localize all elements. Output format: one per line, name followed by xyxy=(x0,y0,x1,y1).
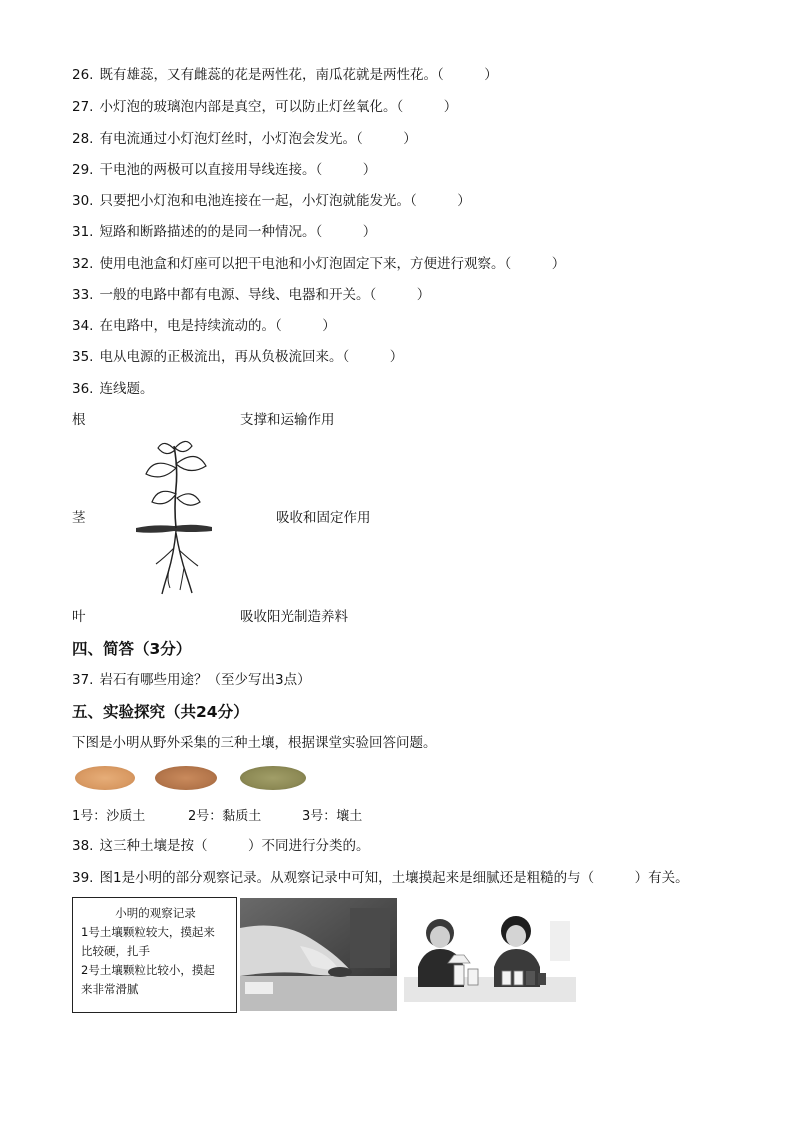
match-left-root: 根 xyxy=(72,412,86,428)
question-text: 干电池的两极可以直接用导线连接。（ ） xyxy=(99,162,377,178)
question-number: 28. xyxy=(72,131,94,147)
soil-label-2: 2号：黏质土 xyxy=(188,809,262,824)
plant-leaf xyxy=(175,441,192,451)
soil-label-1: 1号：沙质土 xyxy=(72,809,146,824)
record-line: 2号土壤颗粒比较小，摸起 xyxy=(81,963,215,977)
question-number: 35. xyxy=(72,349,94,365)
question-text: 一般的电路中都有电源、导线、电器和开关。（ ） xyxy=(99,287,431,303)
question-39 xyxy=(72,869,689,887)
question-text: 连线题。 xyxy=(99,381,154,397)
question-text: 图1是小明的部分观察记录。从观察记录中可知，土壤摸起来是细腻还是粗糙的与（ ）有关。 xyxy=(99,870,689,886)
question-text: 既有雄蕊，又有雌蕊的花是两性花，南瓜花就是两性花。（ ） xyxy=(99,67,498,83)
question-number: 29. xyxy=(72,162,94,178)
question-32 xyxy=(72,255,565,273)
question-number: 30. xyxy=(72,193,94,209)
soil-sample-1 xyxy=(75,766,135,790)
question-text: 有电流通过小灯泡灯丝时，小灯泡会发光。（ ） xyxy=(99,131,417,147)
question-text: 只要把小灯泡和电池连接在一起，小灯泡就能发光。（ ） xyxy=(99,193,471,209)
plant-leaf xyxy=(146,463,176,477)
match-right-support: 支撑和运输作用 xyxy=(240,412,335,428)
match-right-photosynthesis: 吸收阳光制造养料 xyxy=(240,609,348,625)
plant-leaf xyxy=(177,494,200,505)
record-line: 1号土壤颗粒较大，摸起来 xyxy=(81,925,215,939)
plant-leaf xyxy=(152,491,176,503)
question-number: 32. xyxy=(72,256,94,272)
question-text: 小灯泡的玻璃泡内部是真空，可以防止灯丝氧化。（ ） xyxy=(99,99,458,115)
question-number: 37. xyxy=(72,672,94,688)
match-right-absorb: 吸收和固定作用 xyxy=(276,510,371,526)
question-35 xyxy=(72,348,403,366)
section-5-intro: 下图是小明从野外采集的三种土壤，根据课堂实验回答问题。 xyxy=(72,735,437,751)
question-number: 38. xyxy=(72,838,94,854)
children-experiment-photo xyxy=(404,907,576,1002)
record-title: 小明的观察记录 xyxy=(115,906,196,920)
question-text: 在电路中，电是持续流动的。（ ） xyxy=(99,318,336,334)
question-30 xyxy=(72,192,471,210)
plant-leaf xyxy=(176,456,206,470)
record-line: 来非常滑腻 xyxy=(81,982,139,996)
question-27 xyxy=(72,98,457,116)
hand-touching-soil-photo xyxy=(240,898,397,1011)
question-28 xyxy=(72,130,417,148)
question-text: 岩石有哪些用途？（至少写出3点） xyxy=(99,672,311,688)
question-text: 这三种土壤是按（ ）不同进行分类的。 xyxy=(99,838,370,854)
soil-sample-3 xyxy=(240,766,306,790)
soil-labels xyxy=(72,808,362,826)
question-29 xyxy=(72,161,376,179)
soil-label-3: 3号：壤土 xyxy=(302,809,363,824)
question-text: 电从电源的正极流出，再从负极流回来。（ ） xyxy=(99,349,404,365)
question-number: 31. xyxy=(72,224,94,240)
plant-leaf xyxy=(158,443,175,453)
question-number: 33. xyxy=(72,287,94,303)
plant-root xyxy=(176,533,192,593)
match-left-leaf: 叶 xyxy=(72,609,86,625)
soil-sample-2 xyxy=(155,766,217,790)
record-line: 比较硬，扎手 xyxy=(81,944,150,958)
question-34 xyxy=(72,317,336,335)
question-text: 使用电池盒和灯座可以把干电池和小灯泡固定下来，方便进行观察。（ ） xyxy=(99,256,566,272)
question-26 xyxy=(72,66,498,84)
question-37 xyxy=(72,671,311,689)
question-number: 26. xyxy=(72,67,94,83)
question-33 xyxy=(72,286,430,304)
question-number: 34. xyxy=(72,318,94,334)
plant-stem xyxy=(174,446,177,528)
question-38 xyxy=(72,837,369,855)
observation-record xyxy=(72,897,237,1013)
question-number: 36. xyxy=(72,381,94,397)
question-number: 39. xyxy=(72,870,94,886)
plant-root xyxy=(180,568,184,590)
soil-ground xyxy=(136,525,212,533)
question-text: 短路和断路描述的的是同一种情况。（ ） xyxy=(99,224,377,240)
question-number: 27. xyxy=(72,99,94,115)
question-31 xyxy=(72,223,376,241)
plant-illustration xyxy=(134,438,214,598)
question-36 xyxy=(72,380,153,398)
match-left-stem: 茎 xyxy=(72,510,86,526)
section-5-heading: 五、实验探究（共24分） xyxy=(72,703,249,721)
section-4-heading: 四、简答（3分） xyxy=(72,640,192,658)
